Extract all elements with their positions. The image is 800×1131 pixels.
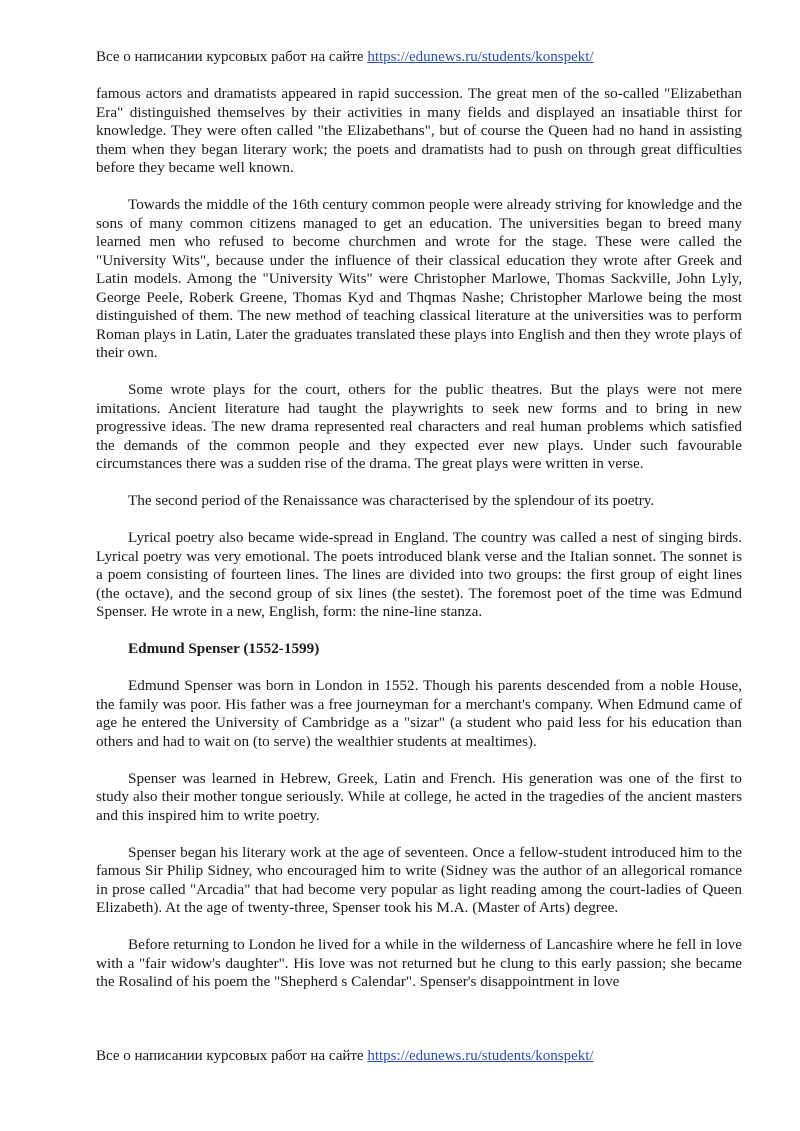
paragraph-5: Lyrical poetry also became wide-spread in England. The country was called a nest of singing birds. Lyrical poetry was very emotional. The poets introduced blank verse and the Italian sonnet. The sonnet is a poem consisting of fourteen lines. The lines are divided into two groups: the first group of eight lines (the octave), and the second group of six lines (the sestet). The foremost poet of the time was Edmund Spenser. He wrote in a new, English, form: the nine-line stanza.	[96, 529, 742, 620]
header-link[interactable]: https://edunews.ru/students/konspekt/	[367, 49, 594, 65]
footer-link[interactable]: https://edunews.ru/students/konspekt/	[367, 1048, 594, 1064]
header-text: Все о написании курсовых работ на сайте	[96, 49, 368, 65]
section-heading: Edmund Spenser (1552-1599)	[128, 640, 320, 657]
section-paragraph-2: Spenser was learned in Hebrew, Greek, Latin and French. His generation was one of the first to study also their mother tongue seriously. While at college, he acted in the tragedies of the ancient masters and this inspired him to write poetry.	[96, 769, 742, 824]
paragraph-2: Towards the middle of the 16th century common people were already striving for knowledge and the sons of many common citizens managed to get an education. The universities began to breed many learned men who refused to become churchmen and wrote for the stage. These were called the "University Wits", because under the influence of their classical education they wrote after Greek and Latin models. Among the "University Wits" were Christopher Marlowe, Thomas Sackville, John Lyly, George Peele, Roberk Greene, Thomas Kyd and Thqmas Nashe; Christopher Marlowe being the most distinguished of them. The new method of teaching classical literature at the universities was to perform Roman plays in Latin, Later the graduates translated these plays into English and then they wrote plays of their own.	[96, 196, 742, 361]
paragraph-4: The second period of the Renaissance was characterised by the splendour of its poetry.	[128, 492, 655, 509]
section-paragraph-3: Spenser began his literary work at the age of seventeen. Once a fellow-student introduced him to the famous Sir Philip Sidney, who encouraged him to write (Sidney was the author of an allegorical romance in prose called "Arcadia" that had become very popular as light reading among the court-ladies of Queen Elizabeth). At the age of twenty-three, Spenser took his M.A. (Master of Arts) degree.	[96, 843, 742, 916]
section-paragraph-4: Before returning to London he lived for a while in the wilderness of Lancashire where he fell in love with a "fair widow's daughter". His love was not returned but he clung to this early passion; she became the Rosalind of his poem the "Shepherd s Calendar". Spenser's disappointment in love	[96, 936, 742, 990]
page-header	[96, 48, 746, 66]
paragraph-1: famous actors and dramatists appeared in rapid succession. The great men of the so-called "Elizabethan Era" distinguished themselves by their activities in many fields and displayed an insatiable thirst for knowledge. They were often called "the Elizabethans", but of course the Queen had no hand in assisting them when they began literary work; the poets and dramatists had to push on through great difficulties before they became well known.	[96, 85, 742, 176]
document-body	[96, 85, 742, 1010]
paragraph-3: Some wrote plays for the court, others for the public theatres. But the plays were not mere imitations. Ancient literature had taught the playwrights to seek new forms and to bring in new progressive ideas. The new drama represented real characters and real human problems which satisfied the demands of the common people and they expected ever new plays. Under such favourable circumstances there was a sudden rise of the drama. The great plays were written in verse.	[96, 381, 742, 472]
footer-text: Все о написании курсовых работ на сайте	[96, 1048, 368, 1064]
page-footer	[96, 1047, 746, 1065]
section-paragraph-1: Edmund Spenser was born in London in 1552. Though his parents descended from a noble House, the family was poor. His father was a free journeyman for a merchant's company. When Edmund came of age he entered the University of Cambridge as a "sizar" (a student who paid less for his education than others and had to wait on (to serve) the wealthier students at mealtimes).	[96, 677, 742, 750]
